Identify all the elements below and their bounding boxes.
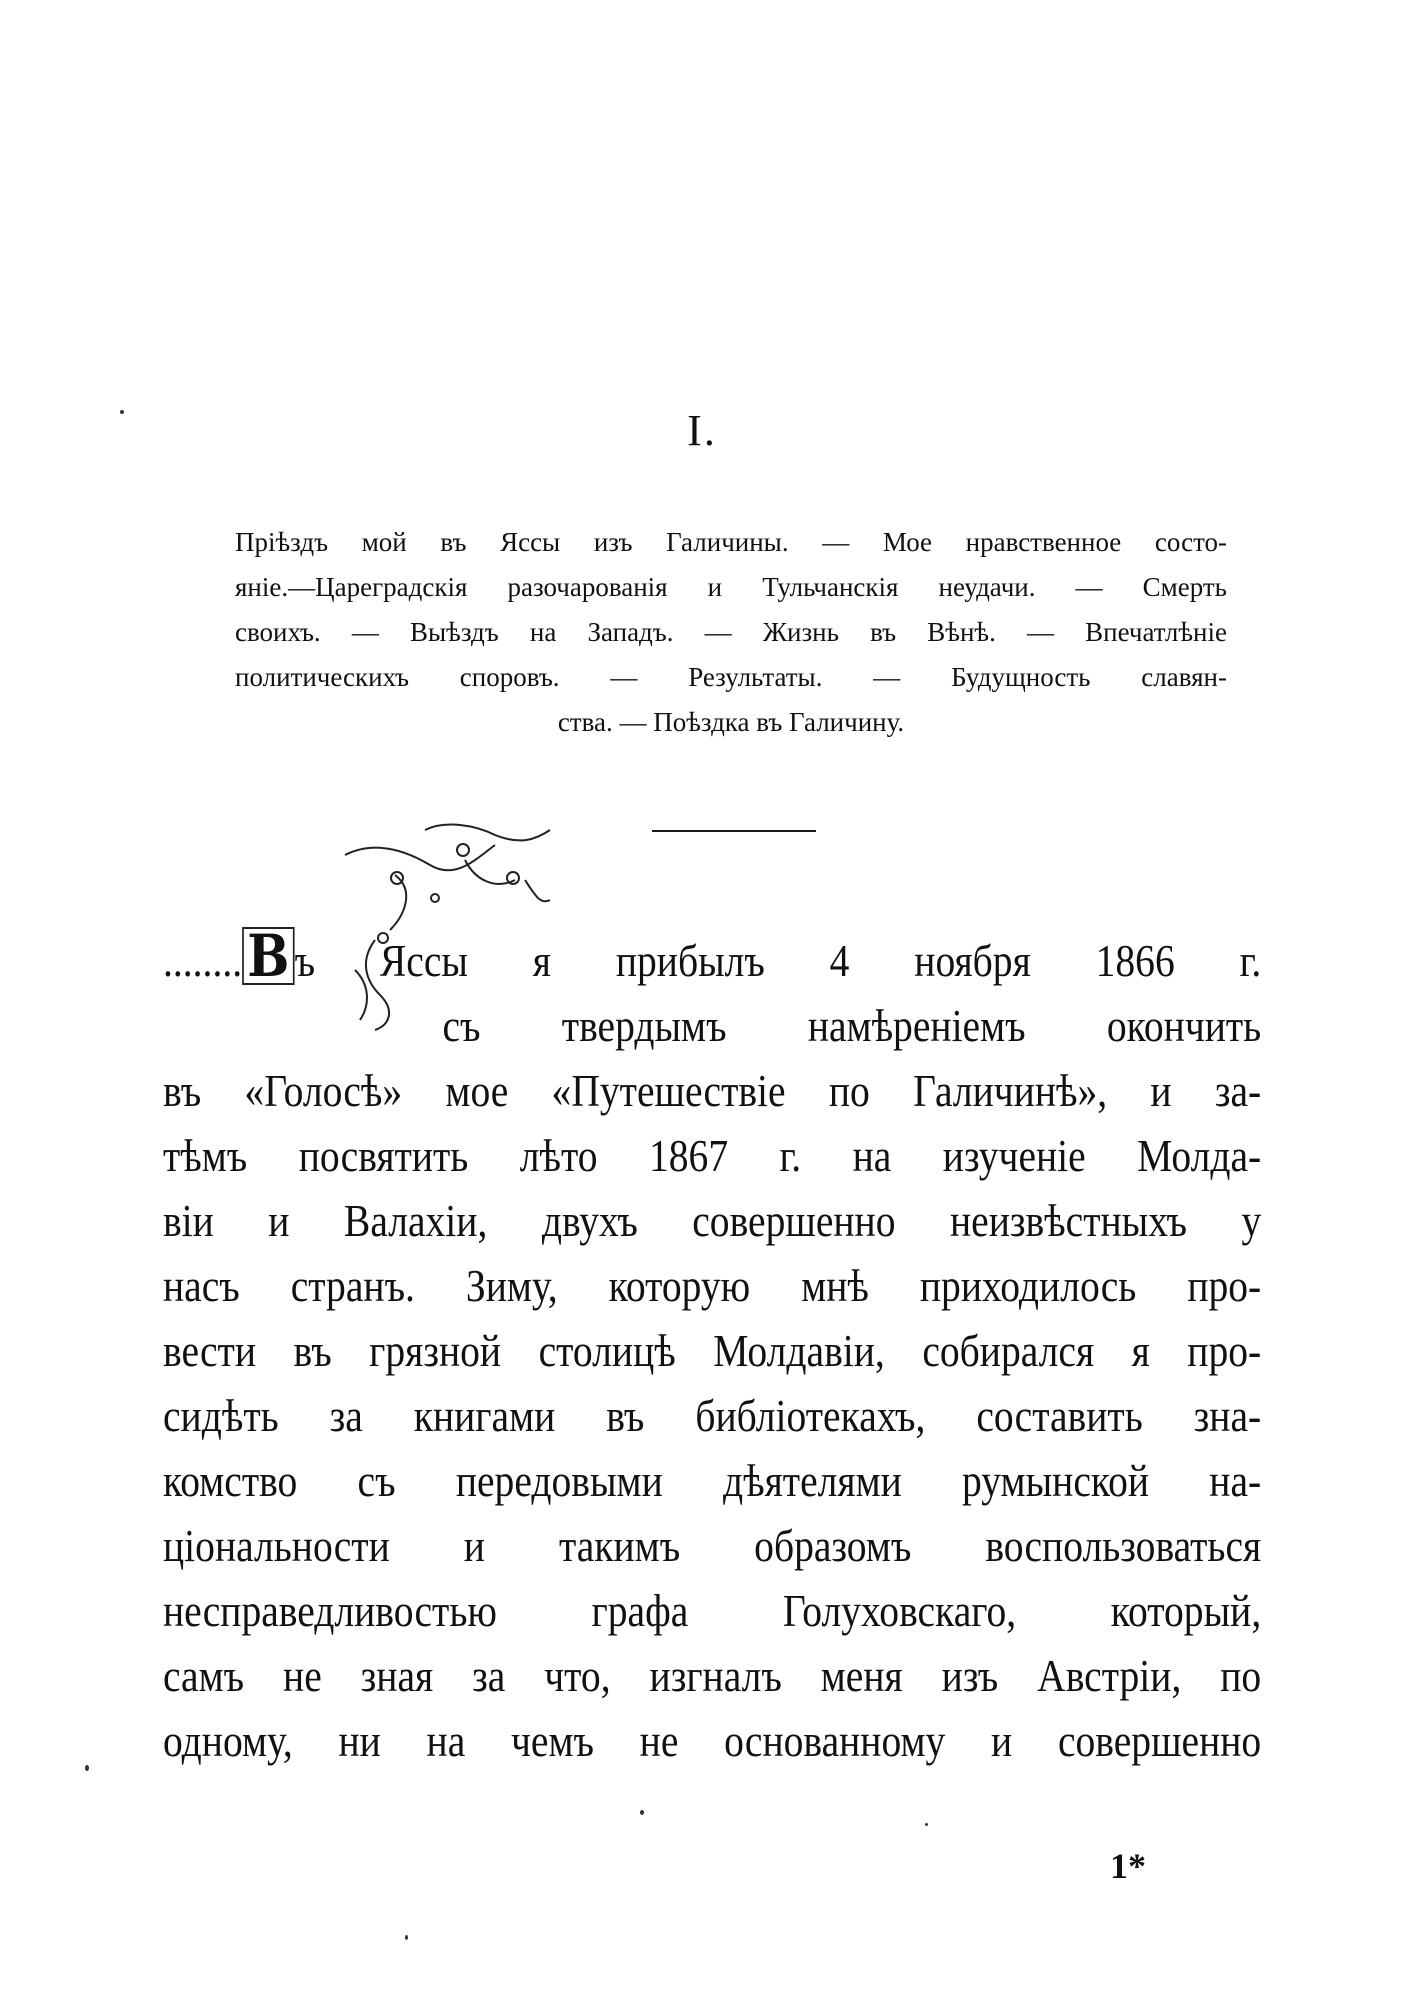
body-line: въ «Голосѣ» мое «Путешествіе по Галичинѣ», и за- bbox=[163, 1065, 1262, 1116]
body-line: ціональности и такимъ образомъ воспользоваться bbox=[163, 1520, 1262, 1571]
body-line: вести въ грязной столицѣ Молдавіи, собирался я про- bbox=[163, 1325, 1262, 1376]
summary-line: ства. — Поѣздка въ Галичину. bbox=[557, 707, 905, 737]
print-speck bbox=[640, 1810, 644, 1815]
body-line: віи и Валахіи, двухъ совершенно неизвѣстныхъ у bbox=[163, 1195, 1262, 1246]
body-text bbox=[163, 922, 1262, 1773]
body-first-line bbox=[163, 922, 1262, 993]
body-line: несправедливостью графа Голуховскаго, который, bbox=[163, 1585, 1262, 1636]
signature-mark: 1* bbox=[1110, 1846, 1146, 1886]
body-line: самъ не зная за что, изгналъ меня изъ Австріи, по bbox=[163, 1650, 1262, 1701]
summary-line: Пріѣздъ мой въ Яссы изъ Галичины. — Мое нравственное состо- bbox=[235, 527, 1227, 557]
body-line: тѣмъ посвятить лѣто 1867 г. на изученіе Молда- bbox=[163, 1130, 1262, 1181]
chapter-number: I. bbox=[687, 406, 717, 455]
print-speck bbox=[120, 410, 124, 414]
section-divider bbox=[652, 830, 816, 832]
leader-dots: ........ bbox=[163, 935, 243, 986]
body-line: съ твердымъ намѣреніемъ окончить bbox=[442, 1000, 1262, 1051]
print-speck bbox=[405, 1935, 408, 1940]
chapter-summary bbox=[235, 520, 1227, 745]
body-line: насъ странъ. Зиму, которую мнѣ приходилось про- bbox=[163, 1260, 1262, 1311]
summary-line: яніе.—Цареградскія разочарованія и Тульчанскія неудачи. — Смерть bbox=[235, 572, 1227, 602]
drop-cap: В bbox=[242, 927, 294, 985]
print-speck bbox=[925, 1823, 928, 1826]
body-line: одному, ни на чемъ не основанному и совершенно bbox=[163, 1715, 1262, 1766]
summary-line: политическихъ споровъ. — Результаты. — Будущность славян- bbox=[235, 662, 1227, 692]
summary-line: своихъ. — Выѣздъ на Западъ. — Жизнь въ Вѣнѣ. — Впечатлѣніе bbox=[235, 617, 1227, 647]
body-line: сидѣть за книгами въ библіотекахъ, составить зна- bbox=[163, 1390, 1262, 1441]
first-line-text: ъ Яссы я прибылъ 4 ноября 1866 г. bbox=[294, 935, 1262, 986]
body-line: комство съ передовыми дѣятелями румынской на- bbox=[163, 1455, 1262, 1506]
print-speck bbox=[85, 1765, 89, 1771]
